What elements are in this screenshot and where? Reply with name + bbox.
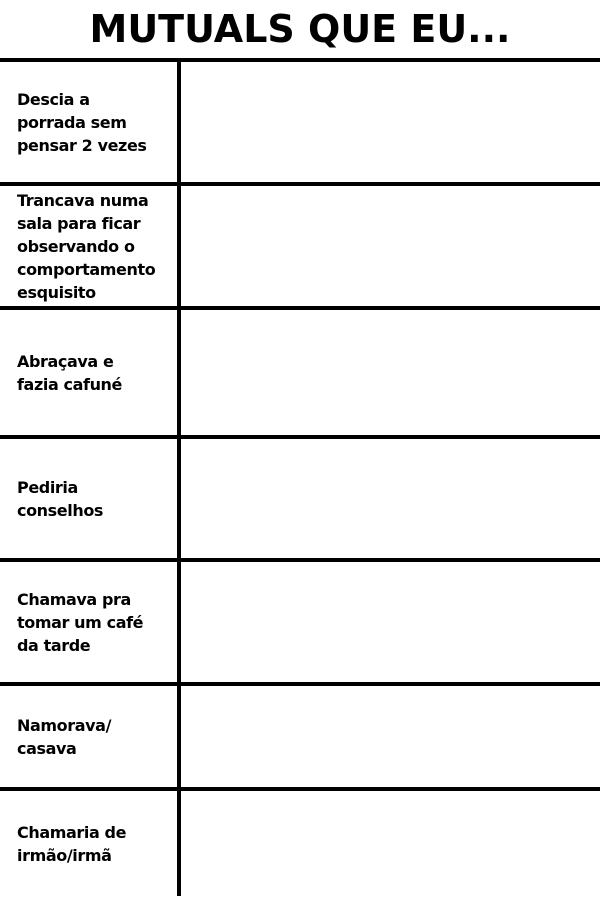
row-label-text: Namorava/ casava xyxy=(17,715,112,758)
row-label xyxy=(17,686,179,787)
answer-cell[interactable] xyxy=(183,791,600,896)
row-label xyxy=(17,791,179,896)
row-label-text: Chamaria de irmão/irmã xyxy=(17,822,127,865)
row-label-text: Pediria conselhos xyxy=(17,477,104,520)
answer-cell[interactable] xyxy=(183,562,600,682)
row-label xyxy=(17,310,179,435)
row-label-text: Chamava pra tomar um café da tarde xyxy=(17,589,144,655)
page-title: MUTUALS QUE EU... xyxy=(89,7,511,51)
row-label-text: Abraçava e fazia cafuné xyxy=(17,351,122,394)
row-label xyxy=(17,186,179,306)
row-label xyxy=(17,439,179,558)
answer-cell[interactable] xyxy=(183,62,600,182)
answer-cell[interactable] xyxy=(183,686,600,787)
row-label-text: Trancava numa sala para ficar observando o comportamento esquisito xyxy=(17,190,156,302)
answer-cell[interactable] xyxy=(183,310,600,435)
row-label-text: Descia a porrada sem pensar 2 vezes xyxy=(17,89,147,155)
row-label xyxy=(17,562,179,682)
answer-cell[interactable] xyxy=(183,439,600,558)
answer-cell[interactable] xyxy=(183,186,600,306)
row-label xyxy=(17,62,179,182)
